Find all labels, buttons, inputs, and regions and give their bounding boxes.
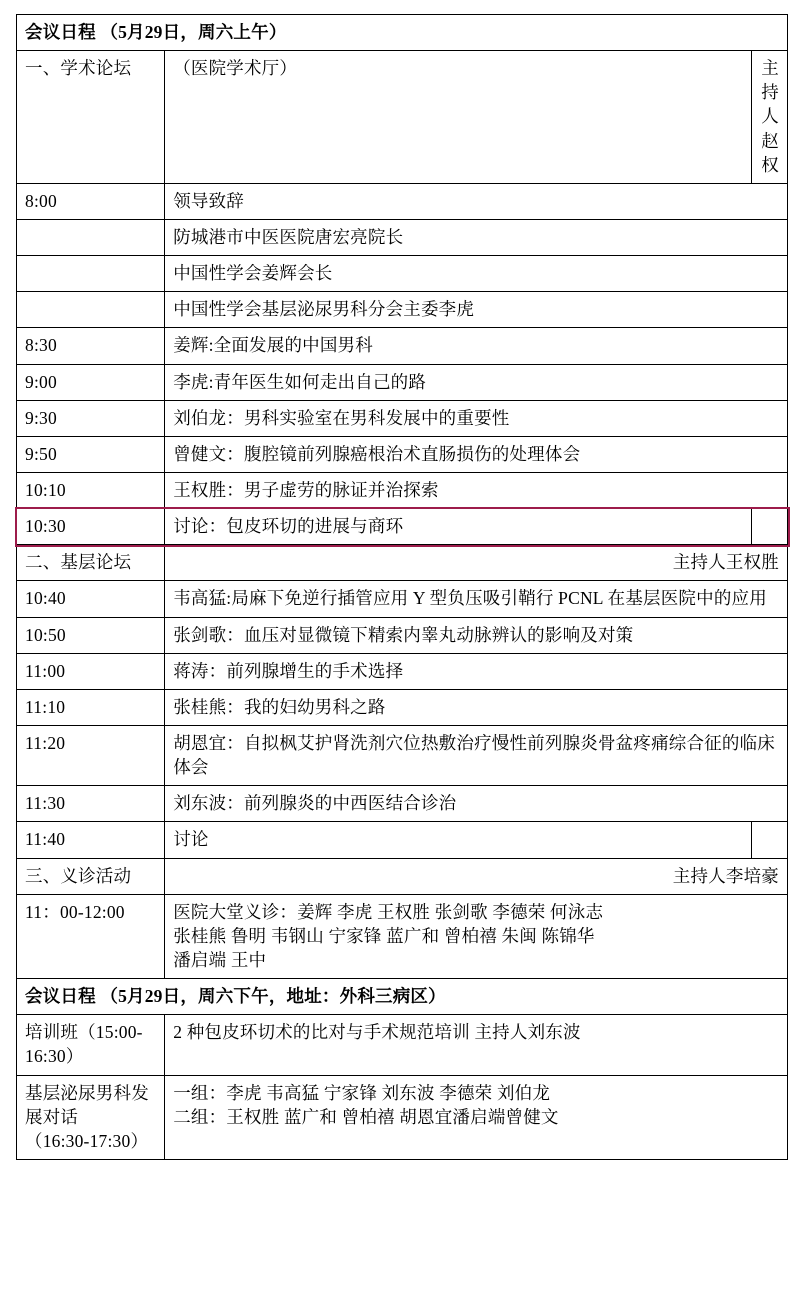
table-row-dialogue: [17, 1075, 788, 1159]
row-time: 8:30: [17, 328, 165, 364]
dialogue-group-1: 一组：李虎 韦高猛 宁家锋 刘东波 李德荣 刘伯龙: [173, 1082, 551, 1103]
training-label: 培训班（15:00-16:30）: [17, 1015, 165, 1075]
row-text: 张剑歌：血压对显微镜下精索内睾丸动脉辨认的影响及对策: [165, 617, 788, 653]
table-row: [17, 328, 788, 364]
table-row-clinic: [17, 894, 788, 978]
table-row: [17, 617, 788, 653]
row-time: 9:00: [17, 364, 165, 400]
table-row: [17, 292, 788, 328]
clinic-line-2: 张桂熊 鲁明 韦钢山 宁家锋 蓝广和 曾柏禧 朱闽 陈锦华: [173, 925, 595, 946]
section-label-academic: 一、学术论坛: [17, 51, 165, 184]
table-row: [17, 786, 788, 822]
row-time: 11:30: [17, 786, 165, 822]
row-time: 9:30: [17, 400, 165, 436]
training-text: 2 种包皮环切术的比对与手术规范培训 主持人刘东波: [165, 1015, 788, 1075]
clinic-line-1: 医院大堂义诊：姜辉 李虎 王权胜 张剑歌 李德荣 何泳志: [173, 901, 604, 922]
dialogue-label-line-2: （16:30-17:30）: [25, 1130, 149, 1151]
row-text: 中国性学会基层泌尿男科分会主委李虎: [165, 292, 788, 328]
row-tail: [751, 822, 787, 858]
table-row: [17, 183, 788, 219]
row-time: 10:10: [17, 472, 165, 508]
row-text: 刘东波：前列腺炎的中西医结合诊治: [165, 786, 788, 822]
row-text: 姜辉:全面发展的中国男科: [165, 328, 788, 364]
dialogue-label-line-1: 基层泌尿男科发展对话: [25, 1082, 149, 1127]
row-time: 11:40: [17, 822, 165, 858]
section-venue-academic: （医院学术厅）: [165, 51, 752, 184]
row-text: 中国性学会姜辉会长: [165, 256, 788, 292]
afternoon-header: 会议日程 （5月29日，周六下午，地址：外科三病区）: [17, 979, 788, 1015]
row-text: 胡恩宜：自拟枫艾护肾洗剂穴位热敷治疗慢性前列腺炎骨盆疼痛综合征的临床体会: [165, 725, 788, 785]
row-time: 10:40: [17, 581, 165, 617]
dialogue-group-2: 二组：王权胜 蓝广和 曾柏禧 胡恩宜潘启端曾健文: [173, 1106, 559, 1127]
row-time: 11:10: [17, 689, 165, 725]
row-time: 11:00: [17, 653, 165, 689]
row-time: [17, 219, 165, 255]
morning-header-row: [17, 15, 788, 51]
row-text: 韦高猛:局麻下免逆行插管应用 Y 型负压吸引鞘行 PCNL 在基层医院中的应用: [165, 581, 788, 617]
clinic-line-3: 潘启端 王中: [173, 949, 267, 970]
dialogue-text: [165, 1075, 788, 1159]
row-time: 10:50: [17, 617, 165, 653]
section-host-grassroots: 主持人王权胜: [165, 545, 788, 581]
row-text: 领导致辞: [165, 183, 788, 219]
schedule-table: [16, 14, 788, 1160]
row-text: 曾健文：腹腔镜前列腺癌根治术直肠损伤的处理体会: [165, 436, 788, 472]
row-text: 刘伯龙：男科实验室在男科发展中的重要性: [165, 400, 788, 436]
table-row: [17, 400, 788, 436]
row-text: 讨论：包皮环切的进展与商环: [165, 509, 752, 545]
section-label-clinic: 三、义诊活动: [17, 858, 165, 894]
table-row: [17, 364, 788, 400]
table-row: [17, 725, 788, 785]
row-text: 蒋涛：前列腺增生的手术选择: [165, 653, 788, 689]
table-row: [17, 653, 788, 689]
section-grassroots-forum-row: [17, 545, 788, 581]
row-time: [17, 256, 165, 292]
section-host-clinic: 主持人李培豪: [165, 858, 788, 894]
table-row: [17, 219, 788, 255]
row-text: 李虎:青年医生如何走出自己的路: [165, 364, 788, 400]
table-row: [17, 256, 788, 292]
row-text: 张桂熊：我的妇幼男科之路: [165, 689, 788, 725]
dialogue-label: [17, 1075, 165, 1159]
row-time: 11:20: [17, 725, 165, 785]
row-text: 讨论: [165, 822, 752, 858]
table-row: [17, 472, 788, 508]
row-text: 防城港市中医医院唐宏亮院长: [165, 219, 788, 255]
table-row-highlighted: [17, 509, 788, 545]
row-time: [17, 292, 165, 328]
section-academic-forum-row: [17, 51, 788, 184]
row-time: 10:30: [17, 509, 165, 545]
clinic-time: 11：00-12:00: [17, 894, 165, 978]
afternoon-header-row: [17, 979, 788, 1015]
morning-header: 会议日程 （5月29日，周六上午）: [17, 15, 788, 51]
table-row: [17, 822, 788, 858]
section-free-clinic-row: [17, 858, 788, 894]
section-host-academic: 主持人赵权: [751, 51, 787, 184]
table-row: [17, 581, 788, 617]
row-tail: [751, 509, 787, 545]
row-time: 9:50: [17, 436, 165, 472]
table-row: [17, 689, 788, 725]
table-row: [17, 436, 788, 472]
section-label-grassroots: 二、基层论坛: [17, 545, 165, 581]
table-row-training: [17, 1015, 788, 1075]
clinic-text: [165, 894, 788, 978]
row-text: 王权胜：男子虚劳的脉证并治探索: [165, 472, 788, 508]
row-time: 8:00: [17, 183, 165, 219]
